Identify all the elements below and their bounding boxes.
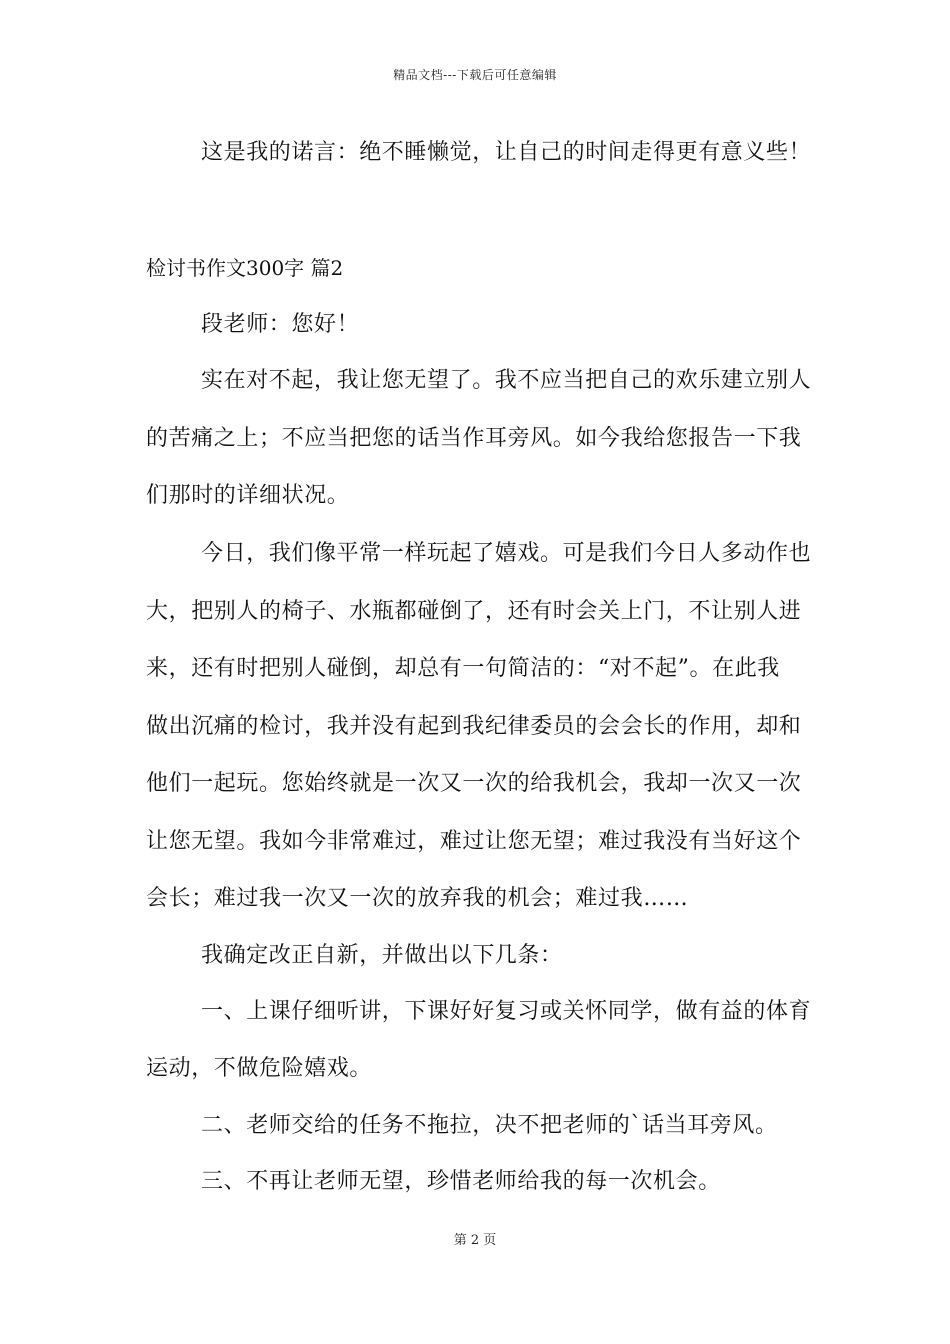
paragraph-line: 来，还有时把别人碰倒，却总有一句简洁的：“对不起”。在此我	[146, 656, 780, 681]
paragraph-line: 实在对不起，我让您无望了。我不应当把自己的欢乐建立别人	[201, 368, 812, 393]
paragraph-line: 今日，我们像平常一样玩起了嬉戏。可是我们今日人多动作也	[201, 541, 812, 566]
page-header: 精品文档---下载后可任意编辑	[393, 68, 557, 82]
section-title: 检讨书作文300字 篇2	[146, 256, 344, 280]
paragraph-line: 会长；难过我一次又一次的放弃我的机会；难过我……	[146, 886, 689, 911]
list-item-line: 一、上课仔细听讲，下课好好复习或关怀同学，做有益的体育	[201, 999, 812, 1024]
paragraph-line: 做出沉痛的检讨，我并没有起到我纪律委员的会会长的作用，却和	[146, 714, 802, 739]
page-number: 第 2 页	[453, 1233, 497, 1248]
list-item-line: 二、老师交给的任务不拖拉，决不把老师的`话当耳旁风。	[201, 1113, 778, 1138]
paragraph-line: 大，把别人的椅子、水瓶都碰倒了，还有时会关上门，不让别人进	[146, 599, 802, 624]
paragraph-line: 他们一起玩。您始终就是一次又一次的给我机会，我却一次又一次	[146, 771, 802, 796]
paragraph-line: 们那时的详细状况。	[146, 483, 350, 508]
paragraph-line: 让您无望。我如今非常难过，难过让您无望；难过我没有当好这个	[146, 829, 802, 854]
greeting-line: 段老师：您好！	[201, 312, 360, 337]
paragraph-line: 我确定改正自新，并做出以下几条：	[201, 943, 563, 968]
list-item-line: 三、不再让老师无望，珍惜老师给我的每一次机会。	[201, 1169, 721, 1194]
paragraph-line: 的苦痛之上；不应当把您的话当作耳旁风。如今我给您报告一下我	[146, 426, 802, 451]
pledge-line: 这是我的诺言：绝不睡懒觉，让自己的时间走得更有意义些！	[201, 140, 812, 165]
list-item-line: 运动，不做危险嬉戏。	[146, 1056, 373, 1081]
